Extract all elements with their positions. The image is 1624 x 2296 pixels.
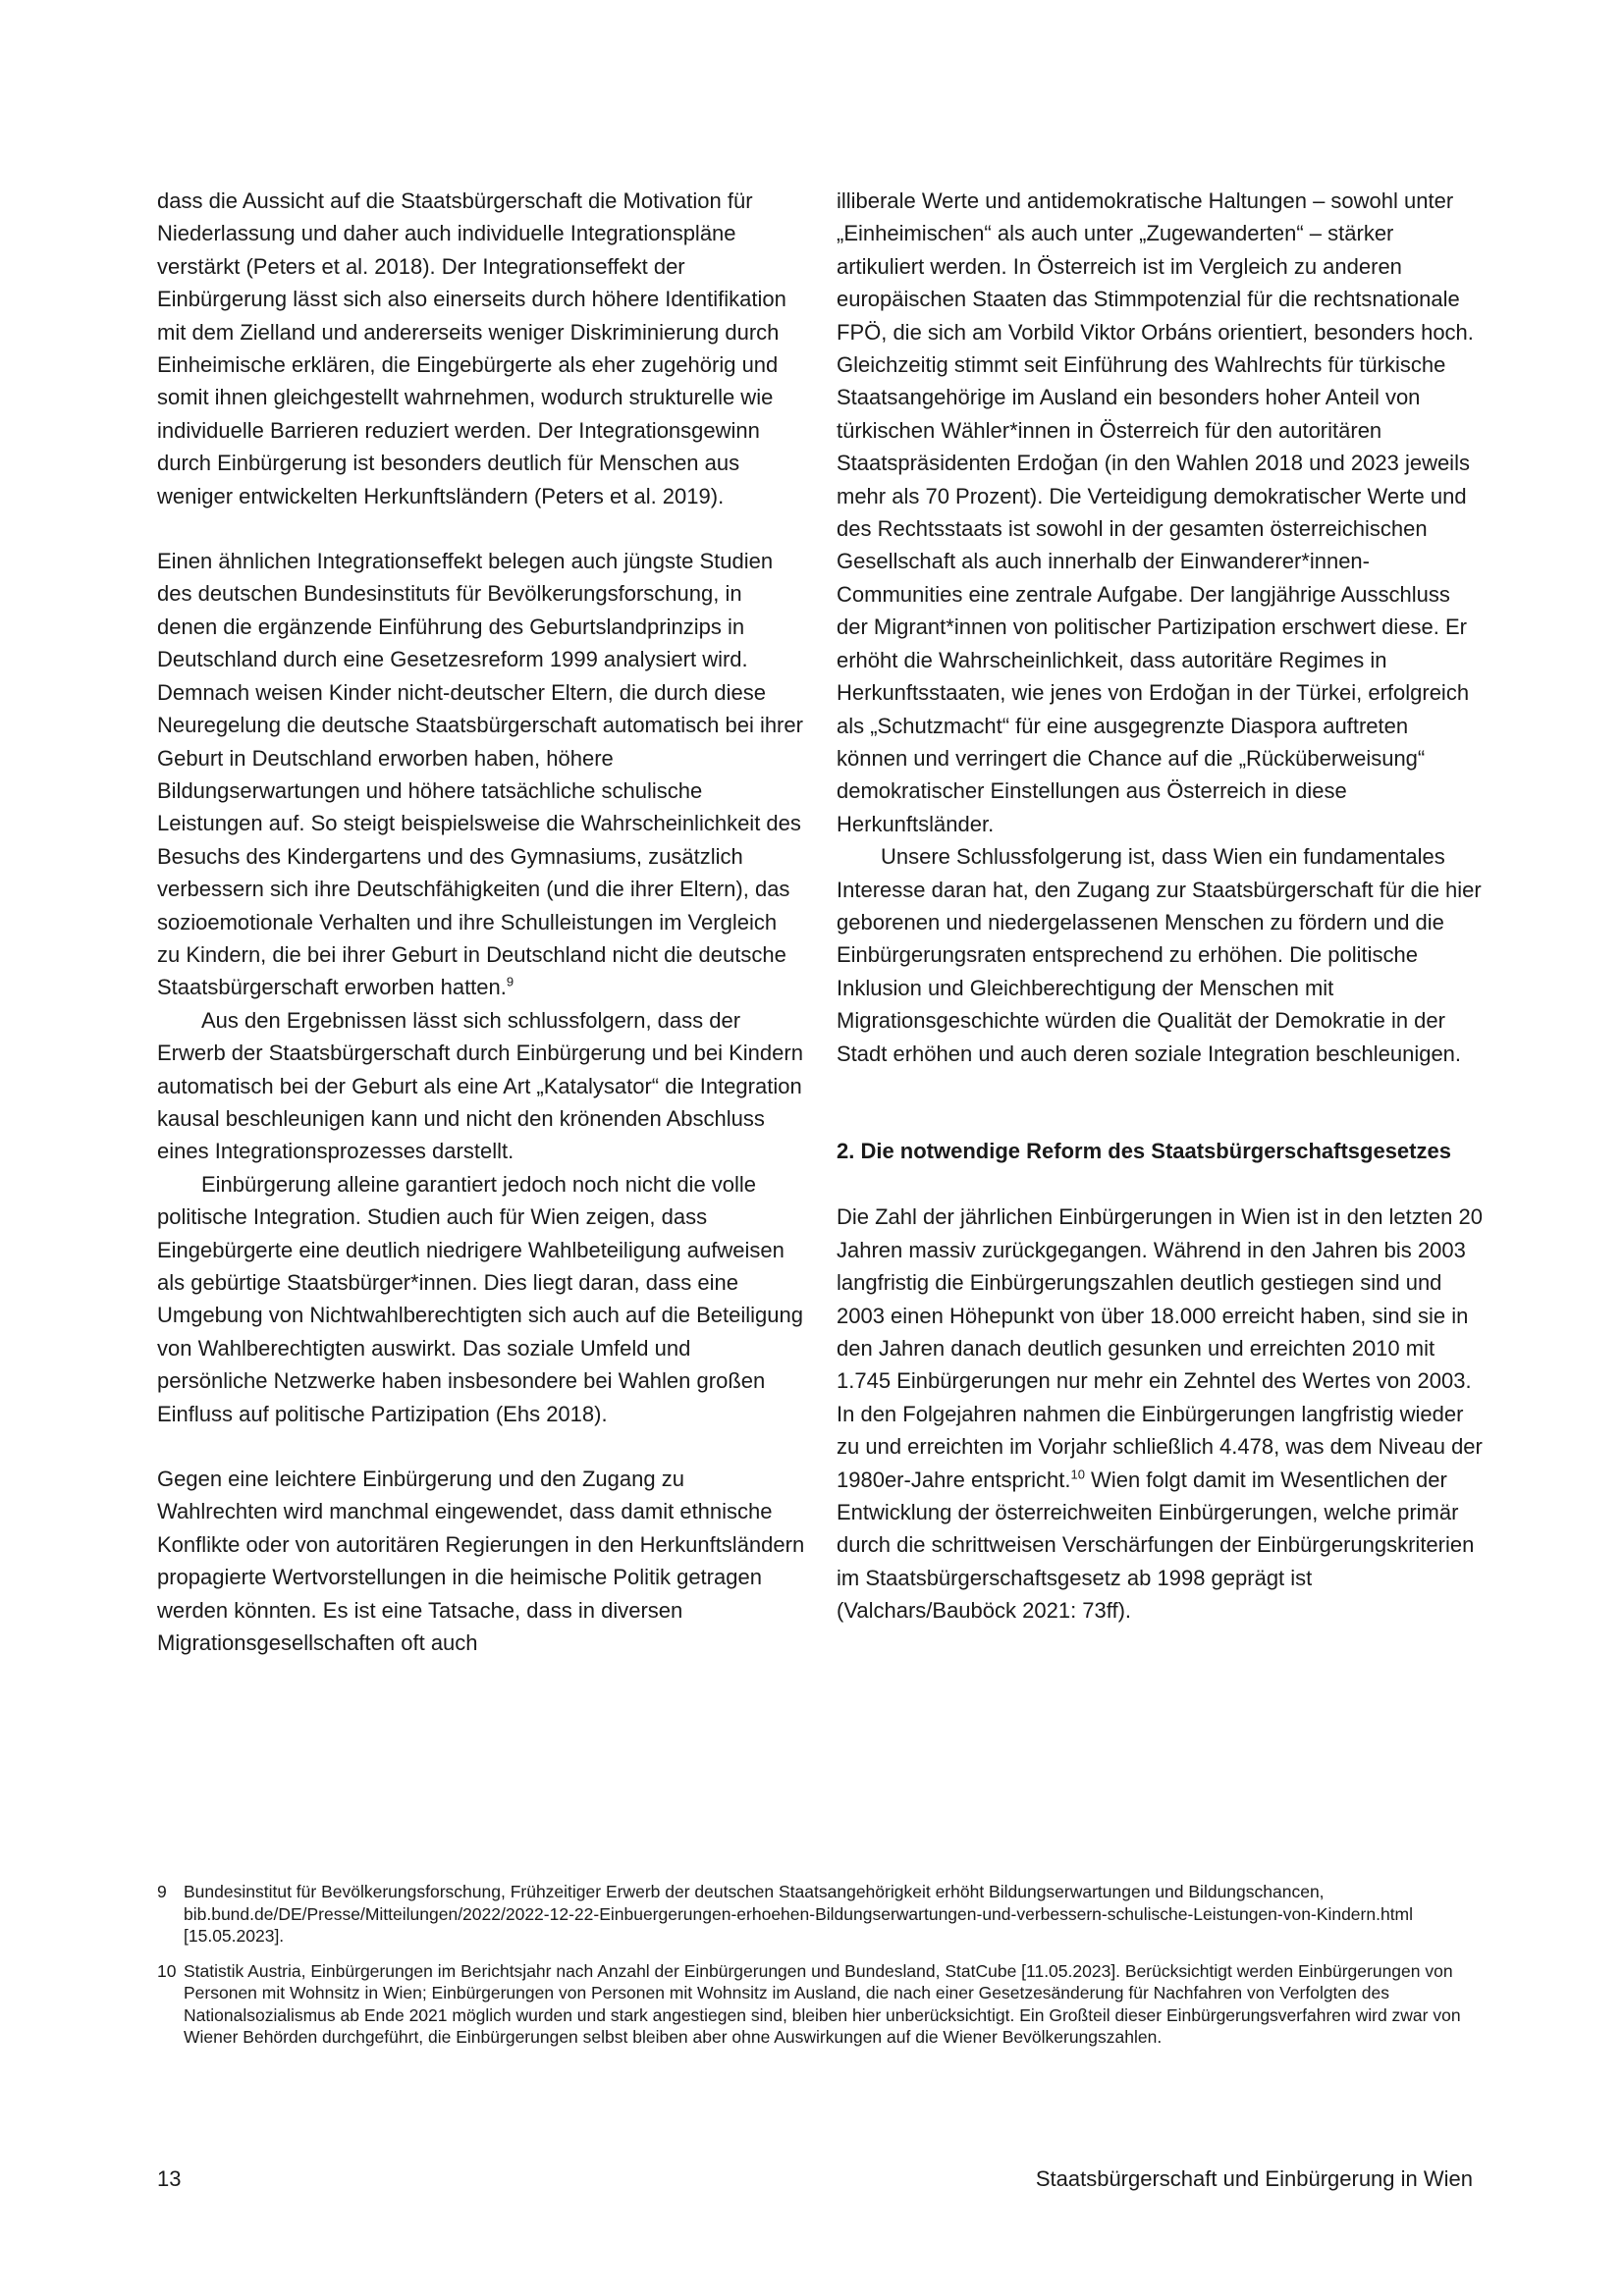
body-paragraph [157, 545, 805, 1004]
body-paragraph: Aus den Ergebnissen lässt sich schlussfolgern, dass der Erwerb der Staatsbürgerschaft durch Einbürgerung und bei Kindern automatisch bei der Geburt als eine Art „Katalysator“ die Integration kausal beschleunigen kann und nicht den krönenden Abschluss eines Integrationsprozesses darstellt. [157, 1007, 803, 1164]
paragraph-text: Die Zahl der jährlichen Einbürgerungen in Wien ist in den letzten 20 Jahren massiv zurückgegangen. Während in den Jahren bis 2003 langfristig die Einbürgerungszahlen deutlich gestiegen sind und 2003 einen Höhepunkt von über 18.000 erreicht haben, sind sie in den Jahren danach deutlich gesunken und erreichten 2010 mit 1.745 Einbürgerungen nur mehr ein Zehntel des Wertes von 2003. In den Folgejahren nahmen die Einbürgerungen langfristig wieder zu und erreichten im Vorjahr schließlich 4.478, was dem Niveau der 1980er-Jahre entspricht. [837, 1204, 1483, 1492]
footnote [157, 1881, 1473, 1948]
running-title: Staatsbürgerschaft und Einbürgerung in Wien [1035, 2166, 1473, 2191]
footnotes [157, 1881, 1473, 2061]
page-number: 13 [157, 2166, 182, 2191]
footnote-number: 10 [157, 1960, 177, 1981]
footnote-ref: 10 [1070, 1467, 1085, 1482]
footnote-ref: 9 [506, 975, 514, 990]
footnote-number: 9 [157, 1882, 167, 1901]
right-column [837, 185, 1485, 1628]
page-footer [157, 2164, 1473, 2194]
body-paragraph: Gegen eine leichtere Einbürgerung und den Zugang zu Wahlrechten wird manchmal eingewendet, dass damit ethnische Konflikte oder von autoritären Regierungen in den Herkunftsländern propagierte Wertvorstellungen in die heimische Politik getragen werden könnten. Es ist eine Tatsache, dass in diversen Migrationsgesellschaften oft auch [157, 1467, 805, 1656]
body-paragraph: Einbürgerung alleine garantiert jedoch noch nicht die volle politische Integration. Studien auch für Wien zeigen, dass Eingebürgerte eine deutlich niedrigere Wahlbeteiligung aufweisen als gebürtige Staatsbürger*innen. Dies liegt daran, dass eine Umgebung von Nichtwahlberechtigten sich auch auf die Beteiligung von Wahlberechtigten auswirkt. Das soziale Umfeld und persönliche Netzwerke haben insbesondere bei Wahlen großen Einfluss auf politische Partizipation (Ehs 2018). [157, 1171, 803, 1426]
footnote-text: Statistik Austria, Einbürgerungen im Berichtsjahr nach Anzahl der Einbürgerungen und Bundesland, StatCube [11.05.2023]. Berücksichtigt werden Einbürgerungen von Personen mit Wohnsitz in Wien; Einbürgerungen von Personen mit Wohnsitz im Ausland, die nach einer Gesetzesänderung für Nachfahren von Verfolgten des Nationalsozialismus ab Ende 2021 möglich wurden und stark angestiegen sind, bleiben hier unberücksichtigt. Ein Großteil dieser Einbürgerungsverfahren wird zwar von Wiener Behörden durchgeführt, die Einbürgerungen selbst bleiben aber ohne Auswirkungen auf die Wiener Bevölkerungszahlen. [184, 1960, 1461, 2047]
paragraph-text: Wien folgt damit im Wesentlichen der Entwicklung der österreichweiten Einbürgerungen, welche primär durch die schrittweisen Verschärfungen der Einbürgerungskriterien im Staatsbürgerschaftsgesetz ab 1998 geprägt ist (Valchars/Bauböck 2021: 73ff). [837, 1467, 1475, 1624]
footnote [157, 1960, 1473, 2049]
body-paragraph: dass die Aussicht auf die Staatsbürgerschaft die Motivation für Niederlassung und daher auch individuelle Integrationspläne verstärkt (Peters et al. 2018). Der Integrationseffekt der Einbürgerung lässt sich also einerseits durch höhere Identifikation mit dem Zielland und andererseits weniger Diskriminierung durch Einheimische erklären, die Eingebürgerte als eher zugehörig und somit ihnen gleichgestellt wahrnehmen, wodurch strukturelle wie individuelle Barrieren reduziert werden. Der Integrationsgewinn durch Einbürgerung ist besonders deutlich für Menschen aus weniger entwickelten Herkunftsländern (Peters et al. 2019). [157, 188, 786, 508]
body-paragraph: illiberale Werte und antidemokratische Haltungen – sowohl unter „Einheimischen“ als auch unter „Zugewanderten“ – stärker artikuliert werden. In Österreich ist im Vergleich zu anderen europäischen Staaten das Stimmpotenzial für die rechtsnationale FPÖ, die sich am Vorbild Viktor Orbáns orientiert, besonders hoch. Gleichzeitig stimmt seit Einführung des Wahlrechts für türkische Staatsangehörige im Ausland ein besonders hoher Anteil von türkischen Wähler*innen in Österreich für den autoritären Staatspräsidenten Erdoğan (in den Wahlen 2018 und 2023 jeweils mehr als 70 Prozent). Die Verteidigung demokratischer Werte und des Rechtsstaats ist sowohl in der gesamten österreichischen Gesellschaft als auch innerhalb der Einwanderer*innen-Communities eine zentrale Aufgabe. Der langjährige Ausschluss der Migrant*innen von politischer Partizipation erschwert diese. Er erhöht die Wahrscheinlichkeit, dass autoritäre Regimes in Herkunftsstaaten, wie jenes von Erdoğan in der Türkei, erfolgreich als „Schutzmacht“ für eine ausgegrenzte Diaspora auftreten können und verringert die Chance auf die „Rücküberweisung“ demokratischer Einstellungen aus Österreich in diese Herkunftsländer. [837, 188, 1474, 836]
left-column [157, 185, 805, 1659]
body-paragraph [837, 1201, 1485, 1627]
section-heading: 2. Die notwendige Reform des Staatsbürgerschaftsgesetzes [837, 1138, 1451, 1163]
body-paragraph: Unsere Schlussfolgerung ist, dass Wien ein fundamentales Interesse daran hat, den Zugang zur Staatsbürgerschaft für die hier geborenen und niedergelassenen Menschen zu fördern und die Einbürgerungsraten entsprechend zu erhöhen. Die politische Inklusion und Gleichberechtigung der Menschen mit Migrationsgeschichte würden die Qualität der Demokratie in der Stadt erhöhen und auch deren soziale Integration beschleunigen. [837, 844, 1482, 1066]
paragraph-text: Einen ähnlichen Integrationseffekt belegen auch jüngste Studien des deutschen Bundesinstituts für Bevölkerungsforschung, in denen die ergänzende Einführung des Geburtslandprinzips in Deutschland durch eine Gesetzesreform 1999 analysiert wird. Demnach weisen Kinder nicht-deutscher Eltern, die durch diese Neuregelung die deutsche Staatsbürgerschaft automatisch bei ihrer Geburt in Deutschland erworben haben, höhere Bildungserwartungen und höhere tatsächliche schulische Leistungen auf. So steigt beispielsweise die Wahrscheinlichkeit des Besuchs des Kindergartens und des Gymnasiums, zusätzlich verbessern sich ihre Deutschfähigkeiten (und die ihrer Eltern), das sozioemotionale Verhalten und ihre Schulleistungen im Vergleich zu Kindern, die bei ihrer Geburt in Deutschland nicht die deutsche Staatsbürgerschaft erworben hatten. [157, 549, 803, 1000]
footnote-text: Bundesinstitut für Bevölkerungsforschung, Frühzeitiger Erwerb der deutschen Staatsangehörigkeit erhöht Bildungserwartungen und Bildungschancen, bib.bund.de/DE/Presse/Mitteilungen/2022/2022-12-22-Einbuergerungen-erhoehen-Bildungserwartungen-und-verbessern-schulische-Leistungen-von-Kindern.html [15.05.2023]. [184, 1882, 1414, 1946]
